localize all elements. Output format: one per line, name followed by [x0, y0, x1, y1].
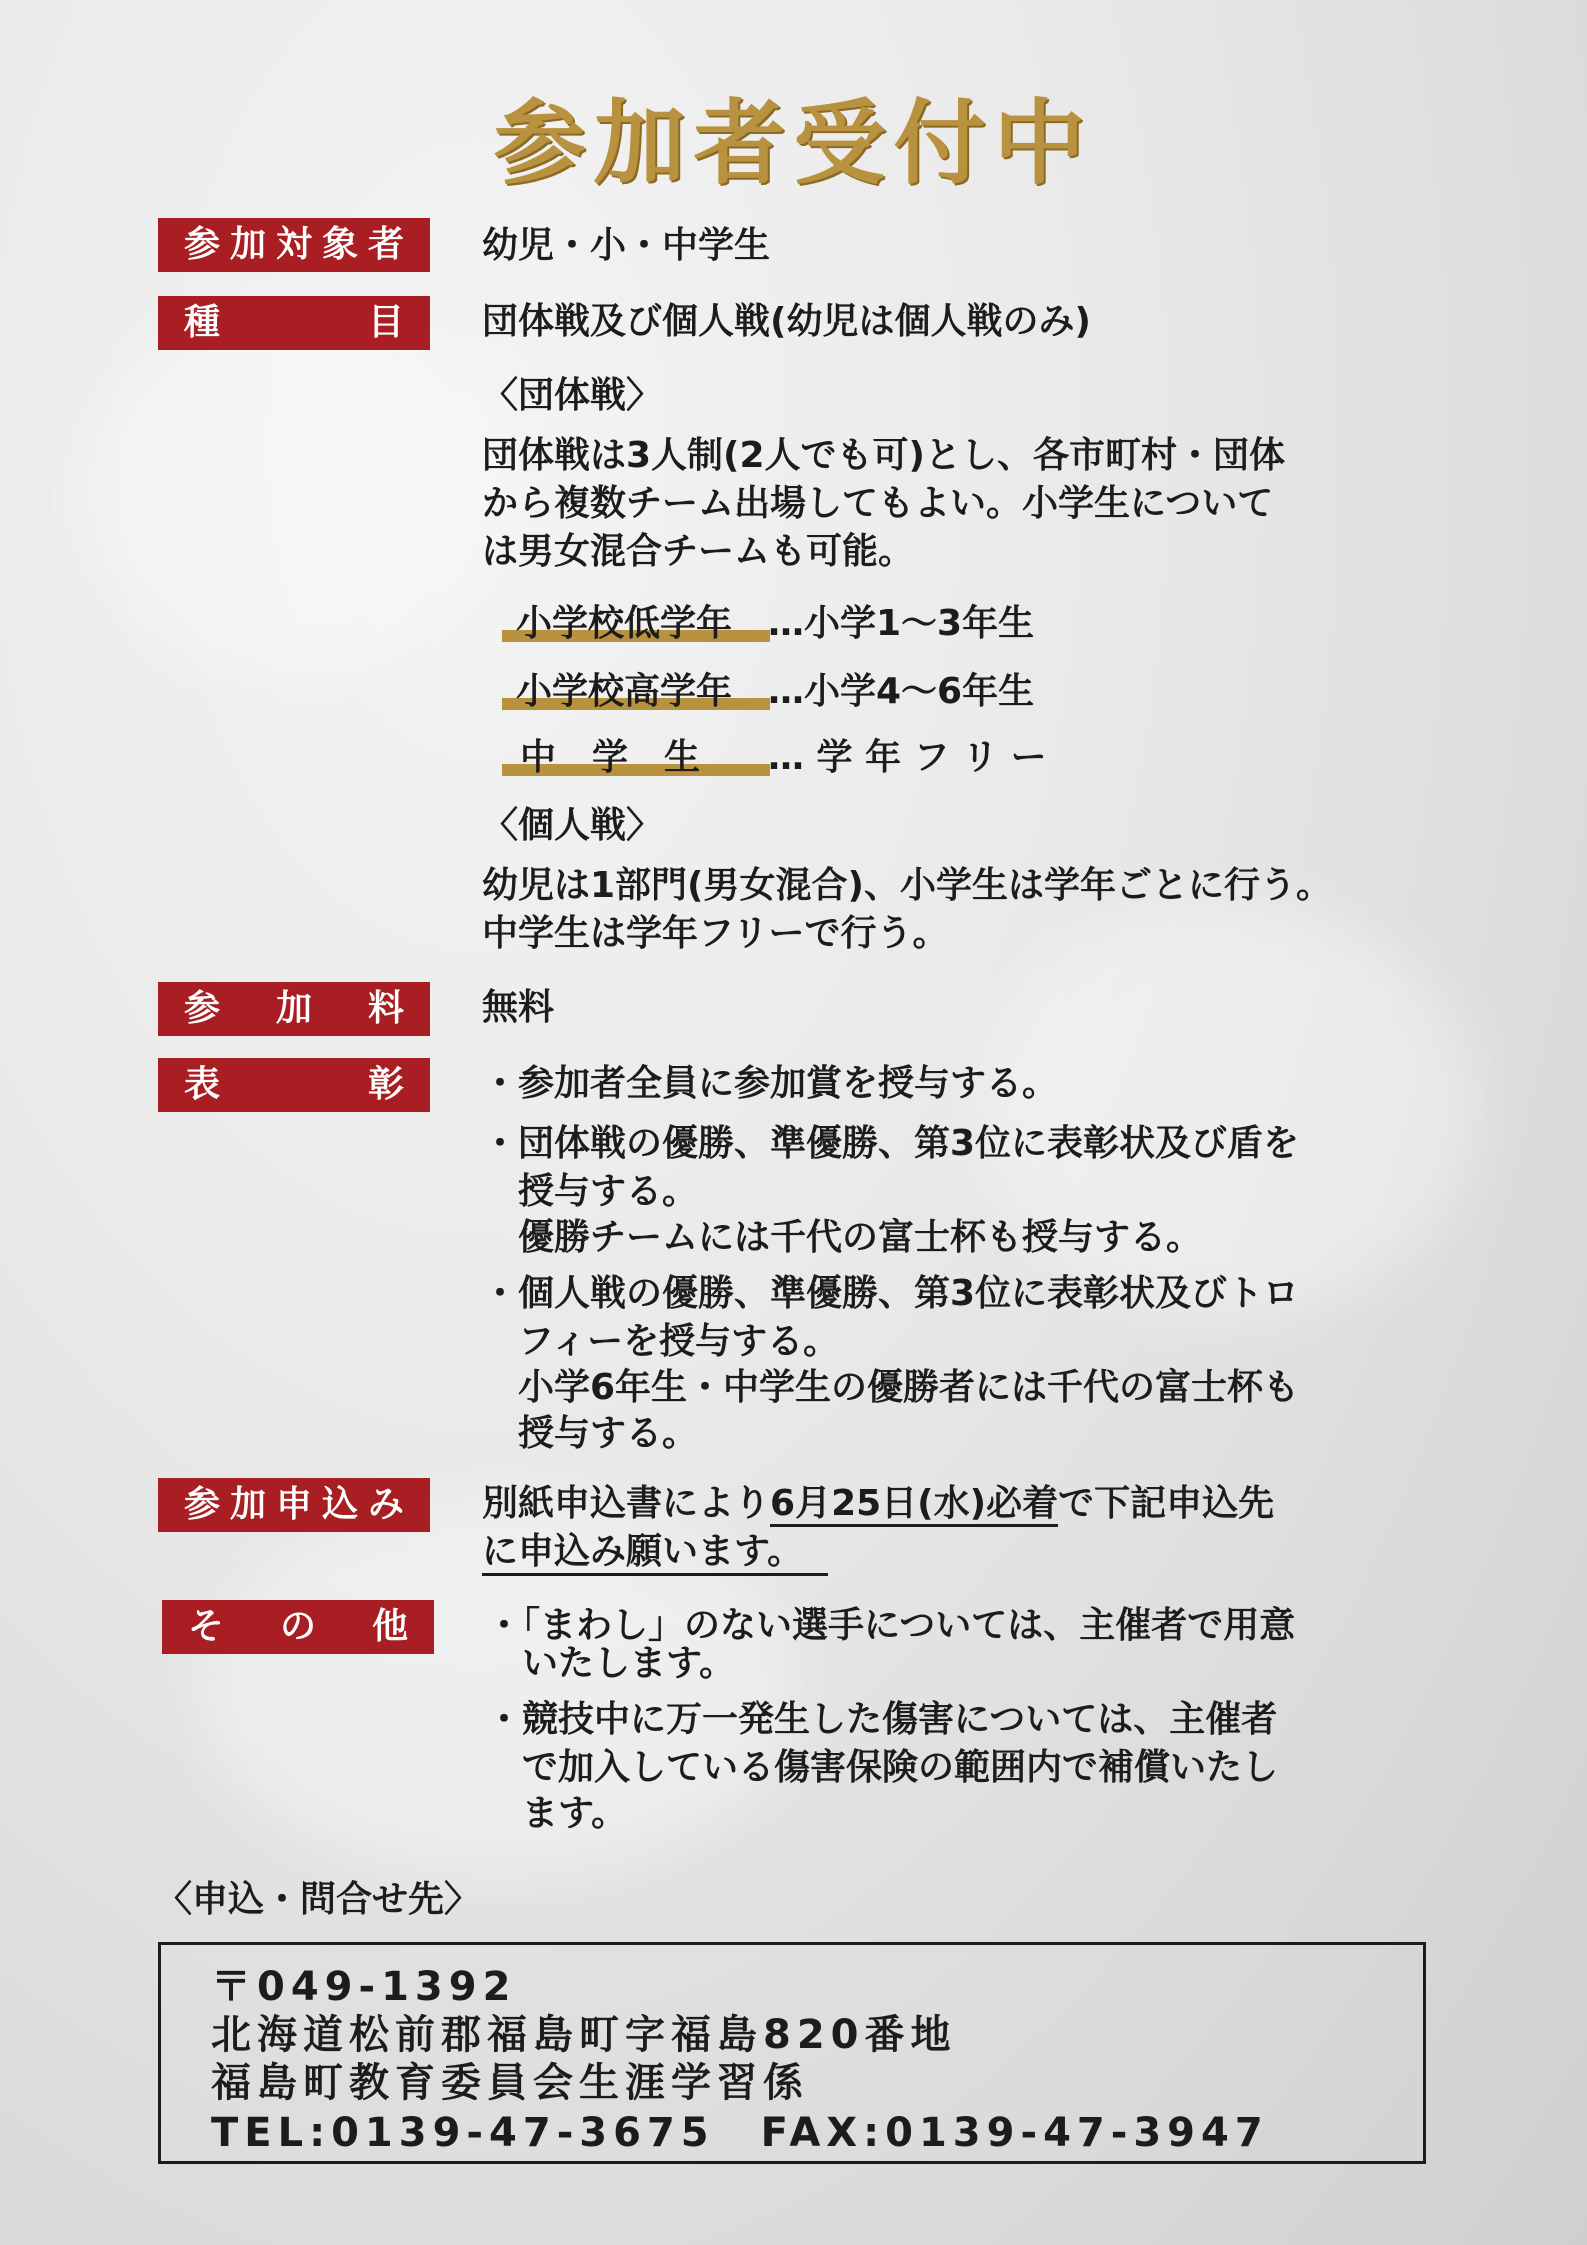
label-char: 料 — [367, 988, 404, 1029]
other-line: で加入している傷害保険の範囲内で補償いたし — [486, 1747, 1279, 1788]
label-char: 表 — [184, 1064, 221, 1105]
label-target — [158, 218, 430, 272]
award-line: フィーを授与する。 — [482, 1321, 840, 1362]
team-line: から複数チーム出場してもよい。小学生について — [482, 483, 1274, 524]
division-name: 小学校高学年 — [516, 671, 733, 712]
fee-text: 無料 — [482, 987, 555, 1028]
label-category — [158, 296, 430, 350]
division-name: 中 学 生 — [520, 737, 701, 778]
label-char: 参 — [184, 1484, 221, 1525]
label-char: 他 — [371, 1606, 408, 1647]
division-desc: …小学1〜3年生 — [768, 603, 1035, 644]
apply-line-2: に申込み願います。 — [482, 1531, 804, 1572]
apply-post: で下記申込先 — [1058, 1483, 1275, 1524]
page-title: 参加者受付中 — [493, 89, 1094, 197]
label-char: 加 — [275, 988, 312, 1029]
contact-office: 福島町教育委員会生涯学習係 — [211, 2060, 809, 2106]
team-line: は男女混合チームも可能。 — [482, 531, 915, 572]
award-line: ・団体戦の優勝、準優勝、第3位に表彰状及び盾を — [482, 1123, 1300, 1164]
contact-postal: 〒049-1392 — [211, 1964, 517, 2010]
category-main: 団体戦及び個人戦(幼児は個人戦のみ) — [482, 301, 1091, 342]
apply-line — [482, 1480, 1274, 1528]
other-line: ・競技中に万一発生した傷害については、主催者 — [486, 1699, 1278, 1740]
label-other — [162, 1600, 434, 1654]
label-char: 込 — [321, 1484, 358, 1525]
award-line: 授与する。 — [482, 1413, 699, 1454]
division-name: 小学校低学年 — [516, 603, 733, 644]
label-apply — [158, 1478, 430, 1532]
contact-address: 北海道松前郡福島町字福島820番地 — [211, 2012, 957, 2058]
award-line: ・個人戦の優勝、準優勝、第3位に表彰状及びトロ — [482, 1273, 1300, 1314]
award-line: 小学6年生・中学生の優勝者には千代の富士杯も — [482, 1367, 1300, 1408]
apply-pre: 別紙申込書により — [482, 1483, 771, 1524]
other-line: ・「まわし」のない選手については、主催者で用意 — [486, 1605, 1296, 1646]
contact-box — [158, 1942, 1426, 2164]
award-line: 優勝チームには千代の富士杯も授与する。 — [482, 1217, 1203, 1258]
label-char: 者 — [367, 224, 404, 265]
label-award — [158, 1058, 430, 1112]
other-line: いたします。 — [486, 1643, 736, 1684]
target-text: 幼児・小・中学生 — [482, 225, 771, 266]
contact-phone: TEL:0139-47-3675 FAX:0139-47-3947 — [211, 2110, 1269, 2156]
label-fee — [158, 982, 430, 1036]
individual-line: 中学生は学年フリーで行う。 — [482, 913, 949, 954]
label-char: み — [367, 1484, 404, 1525]
contact-heading: 〈申込・問合せ先〉 — [156, 1879, 481, 1920]
award-line: 授与する。 — [482, 1171, 699, 1212]
other-line: ます。 — [486, 1793, 628, 1834]
label-char: の — [279, 1606, 316, 1647]
label-char: 種 — [184, 302, 221, 343]
label-char: 参 — [184, 224, 221, 265]
division-desc: …小学4〜6年生 — [768, 671, 1035, 712]
label-char: 彰 — [367, 1064, 404, 1105]
award-line: ・参加者全員に参加賞を授与する。 — [482, 1063, 1059, 1104]
individual-heading: 〈個人戦〉 — [482, 805, 663, 846]
individual-line: 幼児は1部門(男女混合)、小学生は学年ごとに行う。 — [482, 865, 1332, 906]
label-char: 加 — [229, 1484, 266, 1525]
label-char: 加 — [229, 224, 266, 265]
label-char: 目 — [367, 302, 404, 343]
apply-deadline: 6月25日(水)必着 — [770, 1483, 1058, 1527]
label-char: 対 — [275, 224, 312, 265]
team-heading: 〈団体戦〉 — [482, 375, 663, 416]
bg-texture — [80, 300, 500, 680]
apply-underline — [482, 1573, 828, 1576]
team-line: 団体戦は3人制(2人でも可)とし、各市町村・団体 — [482, 435, 1286, 476]
label-char: そ — [188, 1606, 225, 1647]
label-char: 参 — [184, 988, 221, 1029]
label-char: 申 — [275, 1484, 312, 1525]
label-char: 象 — [321, 224, 358, 265]
division-desc: … 学 年 フ リ ー — [768, 737, 1047, 778]
